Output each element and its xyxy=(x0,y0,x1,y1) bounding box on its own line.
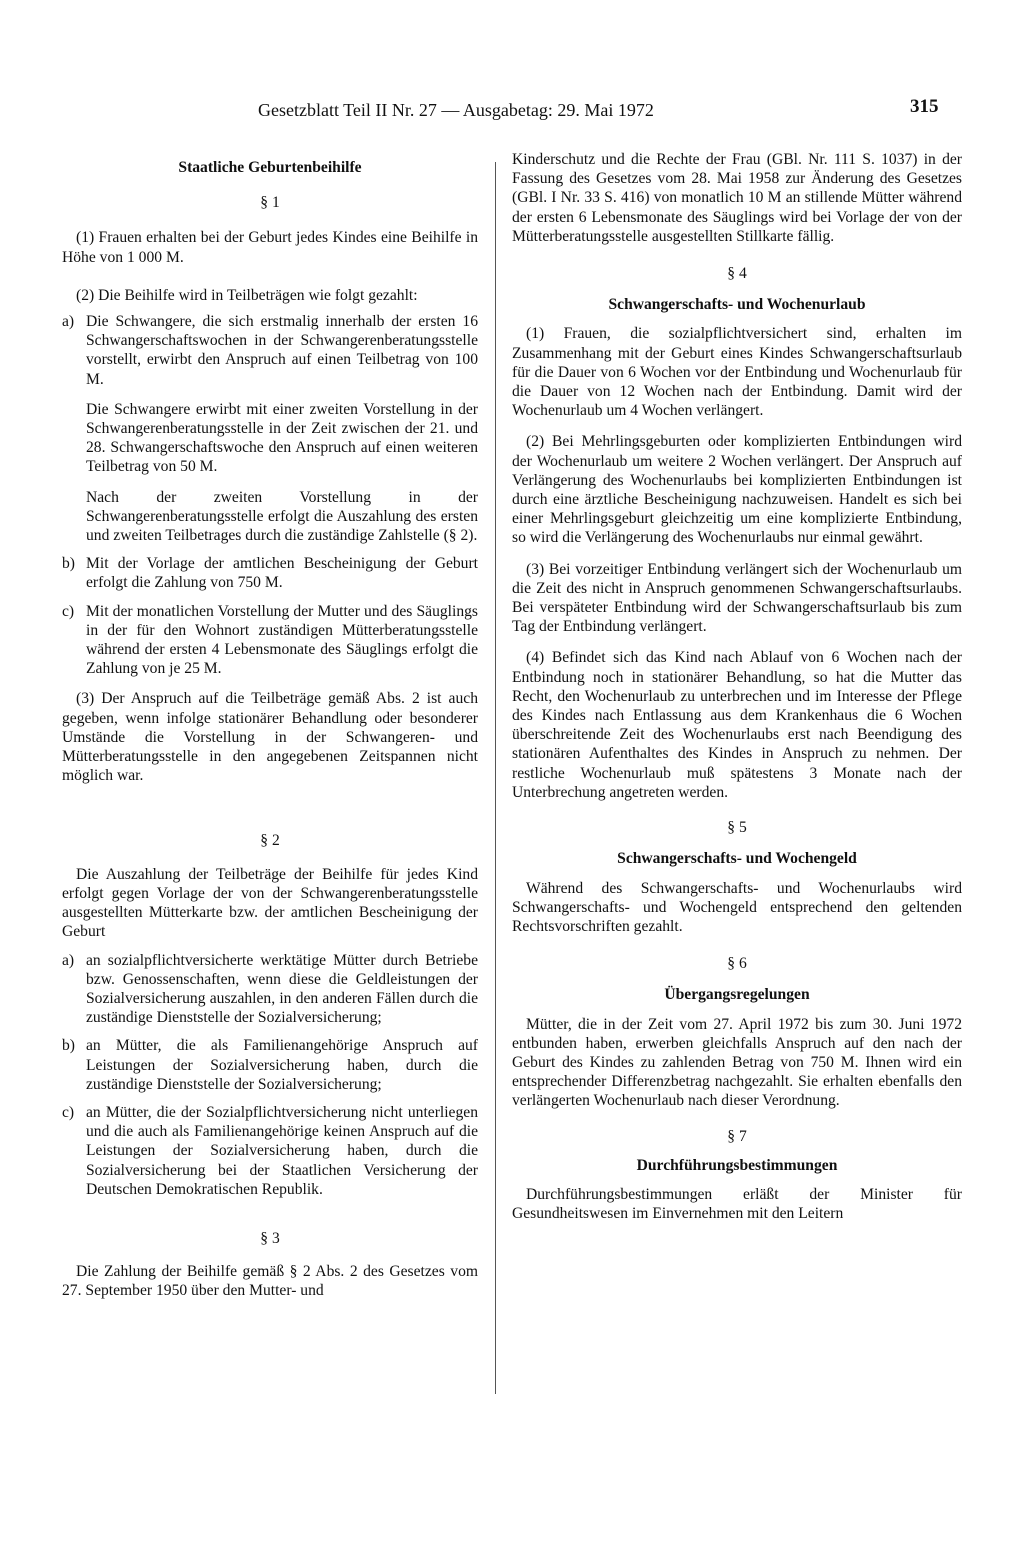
page-number: 315 xyxy=(910,96,939,117)
paragraph: Mütter, die in der Zeit vom 27. April 1972 bis zum 30. Juni 1972 entbunden haben, erwerben gleichfalls Anspruch auf den nach der Geburt des Kindes zu zahlenden Betrag von 750 M. Ihnen wird ein entsprechender Differenzbetrag nachgezahlt. Sie erhalten ebenfalls den verlängerten Wochenurlaub nach dieser Verordnung. xyxy=(512,1015,962,1110)
paragraph: (3) Der Anspruch auf die Teilbeträge gemäß Abs. 2 ist auch gegeben, wenn infolge stationärer Behandlung oder besonderer Umstände die Vorstellung in der Schwangeren- und Mütterberatungsstelle in den angegebenen Zeitspannen nicht möglich war. xyxy=(62,690,478,785)
section-number: § 4 xyxy=(727,265,747,283)
section-number: § 5 xyxy=(727,819,747,837)
list-item xyxy=(62,312,478,389)
paragraph: (1) Frauen erhalten bei der Geburt jedes Kindes eine Beihilfe in Höhe von 1 000 M. xyxy=(62,229,478,266)
paragraph: Die Zahlung der Beihilfe gemäß § 2 Abs. 2 des Gesetzes vom 27. September 1950 über den Mutter- und xyxy=(62,1263,478,1300)
paragraph: Kinderschutz und die Rechte der Frau (GBl. Nr. 111 S. 1037) in der Fassung des Gesetzes vom 28. Mai 1958 zur Änderung des Gesetzes (GBl. I Nr. 33 S. 416) von monatlich 10 M an stillende Mütter während der ersten 6 Lebensmonate des Säuglings wird bei Vorlage der von der Mütterberatungsstelle ausgestellten Stillkarte fällig. xyxy=(512,151,962,245)
section-heading: Durchführungsbestimmungen xyxy=(636,1156,838,1174)
section-heading: Schwangerschafts- und Wochengeld xyxy=(617,850,857,868)
list-item xyxy=(62,1036,478,1094)
column-divider xyxy=(495,162,496,1394)
list-label: c) xyxy=(62,1103,75,1121)
section-number: § 1 xyxy=(260,194,280,212)
paragraph: (1) Frauen, die sozialpflichtversichert sind, erhalten im Zusammenhang mit der Geburt eines Kindes Schwangerschaftsurlaub für die Dauer von 6 Wochen vor der Entbindung und Wochenurlaub für die Dauer von 12 Wochen nach der Entbindung. Damit wird der Wochenurlaub um 4 Wochen verlängert. xyxy=(512,325,962,420)
list-label: a) xyxy=(62,951,75,969)
list-text: an sozialpflichtversicherte werktätige Mütter durch Betriebe bzw. Genossenschaften, wenn diese die Geldleistungen der Sozialversicherung auszahlen, in den anderen Fällen durch die zuständige Dienststelle der Sozialversicherung; xyxy=(86,951,478,1027)
section-heading: Übergangsregelungen xyxy=(664,986,810,1004)
section-heading: Staatliche Geburtenbeihilfe xyxy=(178,159,362,176)
list-text: Die Schwangere, die sich erstmalig innerhalb der ersten 16 Schwangerschaftswochen in der Schwangerenberatungsstelle vorstellt, erwirbt den Anspruch auf einen Teilbetrag von 100 M. xyxy=(86,313,478,388)
paragraph: Die Auszahlung der Teilbeträge der Beihilfe für jedes Kind erfolgt gegen Vorlage der von der Schwangerenberatungsstelle ausgestellten Mütterkarte bzw. der amtlichen Bescheinigung der Geburt xyxy=(62,865,478,941)
list-text: Mit der Vorlage der amtlichen Bescheinigung der Geburt erfolgt die Zahlung von 750 M. xyxy=(86,555,478,592)
section-heading: Schwangerschafts- und Wochenurlaub xyxy=(608,296,866,314)
paragraph: (2) Bei Mehrlingsgeburten oder komplizierten Entbindungen wird der Wochenurlaub um weitere 2 Wochen verlängert. Der Anspruch auf Verlängerung des Wochenurlaubs bei komplizierten Entbindungen ist durch eine ärztliche Bescheinigung nachzuweisen. Handelt es sich bei einer Mehrlingsgeburt gleichzeitig um eine komplizierte Entbindung, so wird die Verlängerung des Wochenurlaubs nur einmal gewährt. xyxy=(512,433,962,547)
paragraph: (4) Befindet sich das Kind nach Ablauf von 6 Wochen nach der Entbindung noch in stationärer Behandlung, so hat die Mutter das Recht, den Wochenurlaub zu unterbrechen und im Interesse der Pflege des Kindes nach Entlassung aus dem Krankenhaus die 6 Wochen überschreitende Zeit des Wochenurlaubs erst nach Beendigung des stationären Aufenthaltes des Kindes in Anspruch zu nehmen. Der restliche Wochenurlaub muß spätestens 3 Monate nach der Unterbrechung angetreten werden. xyxy=(512,649,962,801)
paragraph: Während des Schwangerschafts- und Wochenurlaubs wird Schwangerschafts- und Wochengeld entsprechend den geltenden Rechtsvorschriften gezahlt. xyxy=(512,879,962,935)
paragraph: Die Schwangere erwirbt mit einer zweiten Vorstellung in der Schwangerenberatungsstelle in der Zeit zwischen der 21. und 28. Schwangerschaftswoche den Anspruch auf einen weiteren Teilbetrag von 50 M. xyxy=(86,400,478,476)
list-item xyxy=(62,1103,478,1199)
list-label: c) xyxy=(62,602,75,620)
left-column xyxy=(62,150,478,1301)
paragraph: (2) Die Beihilfe wird in Teilbeträgen wie folgt gezahlt: xyxy=(76,286,418,304)
list-label: b) xyxy=(62,555,75,573)
list-label: b) xyxy=(62,1037,75,1055)
list-text: an Mütter, die als Familienangehörige Anspruch auf Leistungen der Sozialversicherung haben, durch die zuständige Dienststelle der Sozialversicherung; xyxy=(86,1037,478,1093)
section-number: § 6 xyxy=(727,955,747,973)
page-header xyxy=(258,96,968,126)
list-text: an Mütter, die der Sozialpflichtversicherung nicht unterliegen und die auch als Familienangehörige keinen Anspruch auf die Leistungen der Sozialversicherung haben, durch die Sozialversicherung bei der Staatlichen Versicherung der Deutschen Demokratischen Republik. xyxy=(86,1103,478,1198)
paragraph: Nach der zweiten Vorstellung in der Schwangerenberatungsstelle erfolgt die Auszahlung des ersten und zweiten Teilbetrages durch die zuständige Zahlstelle (§ 2). xyxy=(86,488,478,545)
list-item xyxy=(62,602,478,679)
list-label: a) xyxy=(62,313,75,331)
list-item xyxy=(62,554,478,592)
paragraph: Durchführungsbestimmungen erläßt der Minister für Gesundheitswesen im Einvernehmen mit den Leitern xyxy=(512,1185,962,1223)
section-number: § 3 xyxy=(260,1229,280,1247)
right-column xyxy=(512,150,962,1223)
list-item xyxy=(62,951,478,1028)
section-number: § 7 xyxy=(727,1127,747,1145)
paragraph: (3) Bei vorzeitiger Entbindung verlängert sich der Wochenurlaub um die Zeit des nicht in Anspruch genommenen Schwangerschaftsurlaubs. Bei verspäteter Entbindung wird der Schwangerschaftsurlaub bis zum Tag der Entbindung verlängert. xyxy=(512,560,962,636)
gazette-title: Gesetzblatt Teil II Nr. 27 — Ausgabetag: 29. Mai 1972 xyxy=(258,100,654,120)
list-text: Mit der monatlichen Vorstellung der Mutter und des Säuglings in der für den Wohnort zuständigen Mütterberatungsstelle während der ersten 4 Lebensmonate des Säuglings erfolgt die Zahlung von je 25 M. xyxy=(86,602,478,678)
section-number: § 2 xyxy=(260,832,280,850)
